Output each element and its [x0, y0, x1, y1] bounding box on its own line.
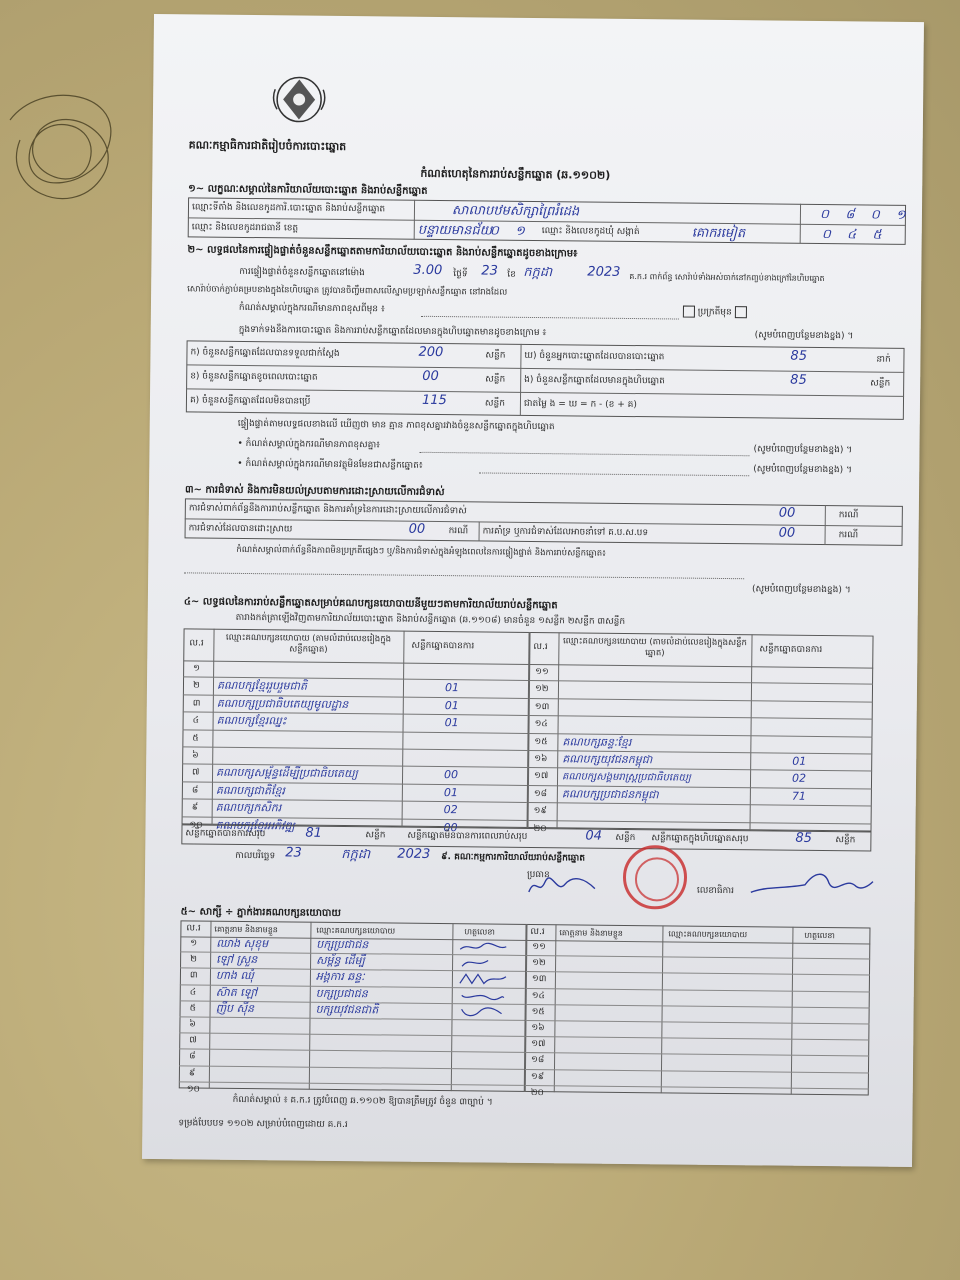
rule — [479, 521, 480, 541]
table-row: ៦ — [179, 1017, 524, 1037]
section3-title: ៣~ ការជំទាស់ និងការមិនយល់ស្របតាមការដោះស្រាយលើការជំទាស់ — [184, 484, 445, 499]
row-d-value: 85 — [790, 348, 808, 364]
w-col-party-right: ឈ្មោះគណបក្សនយោបាយ — [668, 929, 748, 940]
table-row: ៩ — [179, 1066, 524, 1086]
table-row: ៣ ហាង ឈុំ អង្គការ ឆន្ទៈ — [180, 969, 525, 989]
polling-station-code: ០ ៨ ០ ១ — [819, 206, 912, 223]
nec-emblem-icon — [271, 69, 328, 130]
w-col-name-right: គោត្តនាម និងនាមខ្លួន — [559, 928, 623, 938]
table-row: ១៩ — [528, 803, 872, 824]
row-e-label: ង) ចំនួនសន្លឹកឆ្នោតដែលមានក្នុងហិបឆ្នោត — [524, 374, 665, 387]
fill-note-2: (សូមបំពេញបន្ថែមខាងខ្នង) ។ — [753, 444, 853, 456]
chair-label: ប្រធាន — [526, 869, 550, 881]
row-c-label: គ) ចំនួនសន្លឹកឆ្នោតដែលមិនបានប្រើ — [189, 395, 311, 407]
rule — [421, 316, 679, 320]
table-row: ១៤ — [526, 989, 870, 1009]
unit: សន្លឹក — [484, 398, 506, 409]
case-unit: ករណី — [838, 530, 859, 541]
unit: សន្លឹក — [485, 374, 506, 385]
commune-value: គោករមៀត — [691, 225, 746, 242]
secretary-signature — [745, 866, 875, 901]
footer-form: ទម្រង់បែបបទ ១១០២ សម្រាប់បំពេញដោយ គ.ក.រ — [178, 1118, 348, 1131]
case-unit: ករណី — [448, 526, 469, 537]
total-box-value: 85 — [795, 830, 813, 846]
objection-row1-label: ការជំទាស់ពាក់ព័ន្ធនឹងការរាប់សន្លឹកឆ្នោត និងការគាំទ្រនៃការដោះស្រាយលើការជំទាស់ — [188, 503, 467, 517]
table-row: ១១ — [526, 940, 870, 960]
w-col-no-right: ល.រ — [530, 926, 545, 938]
table-row: ១២ — [526, 956, 870, 976]
verify-line1-rest: គ.ក.រ ពាក់ព័ន្ធ សោរ៉ាប់ទាំងអស់ចាក់នៅកញ្ចប់ខាងក្រៅនៃហិបឆ្នោត — [629, 271, 825, 284]
table-row: ១០ គណបក្សខ្មែរអភិវឌ្ឍ 00 — [189, 818, 458, 834]
table-row: ១០ — [186, 1084, 200, 1095]
section5-title: ៥~ សាក្សី ÷ ភ្នាក់ងារគណបក្សនយោបាយ — [180, 906, 342, 920]
committee-label: ៩. គណៈកម្មការការិយាល័យរាប់សន្លឹកឆ្នោត — [441, 852, 586, 864]
verify-day: 23 — [481, 263, 498, 279]
verify-day-label: ថ្ងៃទី — [453, 269, 468, 280]
unit: សន្លឹក — [365, 830, 386, 841]
witness-signature — [458, 940, 508, 954]
formula: ជាតម្លៃ ង = ឃ = ក - (ខ + គ) — [523, 398, 637, 411]
witness-signature — [458, 1005, 508, 1019]
verify-line2: សោរ៉ាប់ចាក់ភ្ជាប់គម្របខាងក្នុងនៃហិបឆ្នោត ត្រូវបានចិញ្ចឹមពាសលើស្នាមប្រឡាក់សន្លឹកឆ្នោត នៅរាងដែល — [187, 284, 508, 298]
province-code: ០ ១ — [489, 223, 532, 239]
official-seal — [623, 845, 688, 910]
verify-year: 2023 — [587, 264, 621, 280]
witness-signature — [458, 956, 508, 970]
total-valid-value: 81 — [305, 825, 323, 841]
date-month: កក្កដា — [341, 847, 371, 863]
section4-title: ៤~ លទ្ធផលនៃការរាប់សន្លឹកឆ្នោតសម្រាប់គណបក្សនយោបាយនីមួយៗតាមការិយាល័យរាប់សន្លឹកឆ្នោត — [183, 596, 558, 612]
verify-time: 3.00 — [413, 262, 443, 279]
table-row: ២០ — [533, 823, 547, 834]
table-row: ៤ ស៊ាត ឡៅ បក្សប្រជាជន — [180, 985, 525, 1005]
w-col-name: គោត្តនាម និងនាមខ្លួន — [214, 924, 278, 935]
table-row: ១៥ គណបក្សឆន្ទៈខ្មែរ — [528, 734, 872, 755]
verify-time-label: ការផ្ទៀងផ្ទាត់ចំនួនសន្លឹកឆ្នោតនៅម៉ោង — [239, 266, 365, 279]
table-row: ១៧ — [525, 1037, 869, 1057]
sec2-bullet2: • កំណត់សម្គាល់ក្នុងករណីមានវត្ថុមិនមែនជាសន្លឹកឆ្នោត៖ — [237, 458, 423, 471]
section4-sub: តារាងកត់ត្រាឡើងវិញតាមការិយាល័យបោះឆ្នោត និងរាប់សន្លឹកឆ្នោត (ឆ.១១០៨) មានចំនួន ១សន្លឹក ២សន្លឹក ៣សន្លឹក — [235, 612, 626, 627]
table-row: ៦ — [182, 747, 527, 768]
row-a-value: 200 — [418, 344, 444, 361]
section2-title: ២~ លទ្ធផលនៃការផ្ទៀងផ្ទាត់ចំនួនសន្លឹកឆ្នោតតាមការិយាល័យបោះឆ្នោត និងរាប់សន្លឹកឆ្នោតដូចខាងក្រោម៖ — [187, 244, 578, 260]
party-rows-left — [181, 660, 528, 837]
table-row: ១៦ — [525, 1021, 869, 1041]
col-party-right: ឈ្មោះគណបក្សនយោបាយ (តាមលំដាប់លេខរៀងក្នុងសន្លឹកឆ្នោត) — [562, 636, 747, 659]
sec2-bullet1: • កំណត់សម្គាល់ក្នុងករណីមានភាពខុសគ្នា៖ — [237, 438, 381, 451]
polling-station-value: សាលាបឋមសិក្សាព្រៃរំដេង — [451, 203, 580, 220]
w-col-sign-right: ហត្ថលេខា — [804, 930, 835, 941]
election-form-paper — [142, 14, 924, 1167]
row-d-label: ឃ) ចំនួនអ្នកបោះឆ្នោតដែលបានបោះឆ្នោត — [524, 350, 665, 363]
fill-note-4: (សូមបំពេញបន្ថែមខាងខ្នង) ។ — [751, 584, 851, 596]
date-year: 2023 — [397, 846, 431, 862]
total-valid-label: សន្លឹកឆ្នោតបានការសរុប — [185, 828, 266, 840]
col-votes-right: សន្លឹកឆ្នោតបានការ — [759, 644, 823, 656]
objection-row2-label: ការជំទាស់ដែលបានដោះស្រាយ — [188, 523, 293, 535]
w-col-party: ឈ្មោះគណបក្សនយោបាយ — [316, 925, 396, 936]
table-row: ៨ — [179, 1050, 524, 1070]
rule — [479, 472, 749, 476]
row-c-value: 115 — [421, 392, 447, 409]
province-label: ឈ្មោះ និងលេខកូដរាជធានី ខេត្ត — [191, 222, 299, 234]
total-invalid-value: 04 — [585, 828, 603, 844]
commune-code: ០ ៤ ៥ — [821, 227, 888, 243]
witness-signature — [458, 973, 508, 987]
header-org: គណៈកម្មាធិការជាតិរៀបចំការបោះឆ្នោត — [188, 138, 347, 154]
table-row: ១២ — [529, 681, 873, 702]
wall-scribble — [0, 80, 150, 230]
sec2-note1: កំណត់សម្គាល់ក្នុងករណីមានភាពខុសពីមុន ៖ — [238, 302, 385, 315]
sec2-note2: ក្នុងទាក់ទងនឹងការបោះឆ្នោត និងការរាប់សន្លឹកឆ្នោតដែលមានក្នុងហិបឆ្នោតមានដូចខាងក្រោម ៖ — [238, 324, 547, 339]
witness-rows-right — [525, 940, 871, 1104]
commune-label: ឈ្មោះ និងលេខកូដឃុំ សង្កាត់ — [541, 226, 640, 238]
unit-person: នាក់ — [876, 354, 891, 365]
footer-note: កំណត់សម្គាល់ ៖ គ.ក.រ ត្រូវបំពេញ ឆ.១១០២ ឱ្យបានត្រឹមត្រូវ ចំនួន ៣ច្បាប់ ។ — [232, 1094, 493, 1108]
seal-intact-label — [683, 306, 747, 319]
table-row: ១៣ — [526, 972, 870, 992]
date-day: 23 — [285, 845, 302, 861]
province-value: បន្ទាយមានជ័យ — [417, 222, 493, 239]
table-row: ២ គណបក្សខ្មែររួបរួមជាតិ 01 — [183, 678, 528, 699]
table-row: ១៣ — [529, 699, 873, 720]
table-row: ១ ឈាង សុខុម បក្សប្រជាជន — [180, 936, 525, 956]
objection-row1-value: 00 — [778, 505, 796, 521]
w-col-no: ល.រ — [186, 923, 201, 934]
rule — [419, 452, 749, 456]
table-row: ១៥ — [525, 1005, 869, 1025]
sec3-note: កំណត់សម្គាល់ពាក់ព័ន្ធនឹងភាពមិនប្រក្រតីផ្សេងៗ ឬ/និងការជំទាស់ក្នុងអំឡុងពេលនៃការផ្ទៀងផ្ទាត់ និងការរាប់សន្លឹកឆ្នោត៖ — [236, 544, 606, 559]
table-row: ១៨ — [525, 1053, 869, 1073]
table-row: ១៨ គណបក្សប្រជាជនកម្ពុជា 71 — [528, 786, 872, 807]
objection-row2-value: 00 — [408, 521, 426, 537]
col-no-right: ល.រ — [533, 642, 548, 653]
table-row: ៥ ញឹប ស៊ីន បក្សយុវជនជាតិ — [180, 1001, 525, 1021]
table-row: ៧ គណបក្សសម្ព័ន្ធដើម្បីប្រជាធិបតេយ្យ 00 — [182, 765, 527, 786]
unit: សន្លឹក — [870, 378, 891, 389]
total-box-label: សន្លឹកឆ្នោតក្នុងហិបឆ្នោតសរុប — [651, 833, 749, 845]
party-rows-right — [527, 664, 873, 840]
unit: សន្លឹក — [835, 835, 856, 846]
fill-note-1: (សូមបំពេញបន្ថែមខាងខ្នង) ។ — [754, 330, 854, 342]
unit: សន្លឹក — [615, 832, 636, 844]
section1-title: ១~ លក្ខណៈសម្គាល់នៃការិយាល័យបោះឆ្នោត និងរាប់សន្លឹកឆ្នោត — [188, 183, 428, 197]
form-title: កំណត់ហេតុនៃការរាប់សន្លឹកឆ្នោត (ឆ.១១០២) — [420, 166, 611, 182]
table-row: ១៧ គណបក្សសង្គមរាស្ត្រប្រជាធិបតេយ្យ 02 — [528, 768, 872, 789]
table-row: ១៦ គណបក្សយុវជនកម្ពុជា 01 — [528, 751, 872, 772]
table-row: ១ — [183, 660, 528, 681]
row-e-value: 85 — [790, 372, 807, 388]
table-row: ៣ គណបក្សប្រជាធិបតេយ្យមូលដ្ឋាន 01 — [183, 695, 528, 716]
case-unit: ករណី — [838, 510, 859, 521]
total-invalid-label: សន្លឹកឆ្នោតមិនបានការពេលរាប់សរុប — [407, 830, 528, 842]
row-b-value: 00 — [422, 368, 439, 385]
table-row: ៤ គណបក្សខ្មែរឈ្នះ 01 — [183, 713, 528, 734]
table-row: ៩ គណបក្សកសិករ 02 — [182, 799, 527, 820]
witness-signature — [458, 989, 508, 1003]
table-row: ៨ គណបក្សជាតិខ្មែរ 01 — [182, 782, 527, 803]
table-row: ៧ — [179, 1033, 524, 1053]
seal-not-intact-checkbox[interactable] — [735, 306, 747, 318]
table-row: ២០ — [530, 1087, 544, 1098]
rule — [184, 572, 744, 579]
col-no-left: ល.រ — [189, 638, 204, 649]
fill-note-3: (សូមបំពេញបន្ថែមខាងខ្នង) ។ — [753, 464, 852, 476]
polling-station-label: ឈ្មោះទីតាំង និងលេខកូដការិ.បោះឆ្នោត និងរាប់សន្លឹកឆ្នោត — [191, 202, 386, 215]
col-votes-left: សន្លឹកឆ្នោតបានការ — [411, 640, 475, 652]
table-row: ១១ — [529, 664, 873, 685]
seal-intact-checkbox[interactable] — [683, 306, 695, 318]
unit: សន្លឹក — [485, 350, 506, 361]
table-row: ២ ឡៅ ស្រួន សម្ព័ន្ធ ដើម្បី — [180, 953, 525, 973]
table-row: ១៤ — [529, 716, 873, 737]
row-a-label: ក) ចំនួនសន្លឹកឆ្នោតដែលបានទទួលជាក់ស្តែង — [190, 347, 340, 359]
witness-rows-left — [179, 936, 526, 1100]
secretary-label: លេខាធិការ — [696, 885, 735, 897]
chair-signature — [525, 874, 625, 899]
verify-month-label: ខែ — [507, 269, 516, 280]
objection-row2b-value: 00 — [778, 525, 796, 541]
row-b-label: ខ) ចំនួនសន្លឹកឆ្នោតខូចពេលបោះឆ្នោត — [190, 371, 318, 383]
date-label: កាលបរិច្ឆេទ — [235, 850, 276, 862]
table-row: ៥ — [182, 730, 527, 751]
seal-intact-text: ប្រក្រតីមុន — [697, 307, 732, 318]
sec2-check: ផ្ទៀងផ្ទាត់តាមលទ្ធផលខាងលើ ឃើញថា មាន គ្មាន ភាពខុសគ្នារវាងចំនួនសន្លឹកឆ្នោតក្នុងហិបឆ្នោត — [237, 418, 555, 433]
verify-month: កក្កដា — [523, 264, 553, 281]
objection-row2b-label: ការគាំទ្រ ឬការជំទាស់ដែលអាចនាំទៅ គ.ប.ស.បទ — [482, 526, 649, 539]
table-row: ១៩ — [525, 1069, 869, 1089]
col-party-left: ឈ្មោះគណបក្សនយោបាយ (តាមលំដាប់លេខរៀងក្នុងសន្លឹកឆ្នោត) — [225, 632, 392, 655]
w-col-sign: ហត្ថលេខា — [464, 927, 495, 937]
